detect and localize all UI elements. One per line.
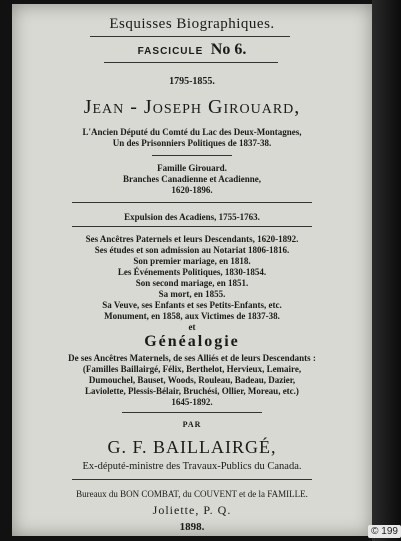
divider	[90, 36, 290, 37]
genealogie-line: 1645-1892.	[171, 397, 213, 407]
genealogie-block	[12, 353, 372, 408]
publication-year: 1898.	[179, 521, 205, 533]
family-line: 1620-1896.	[171, 185, 213, 195]
page-edge-shadow	[372, 0, 401, 541]
series-title: Esquisses Biographiques.	[109, 16, 275, 32]
publisher-line: Bureaux du BON COMBAT, du COUVENT et de la FAMILLE.	[76, 489, 308, 499]
contents-list	[12, 234, 372, 333]
genealogie-line: Laviolette, Plessis-Bélair, Bruchési, Ollier, Moreau, etc.)	[85, 386, 299, 396]
author-name: G. F. BAILLAIRGÉ,	[107, 437, 277, 457]
publisher-city: Joliette, P. Q.	[152, 503, 232, 517]
expulsion-line: Expulsion des Acadiens, 1755-1763.	[124, 212, 260, 222]
subject-description	[12, 127, 372, 149]
par-label: PAR	[182, 420, 202, 429]
contents-line: Ses études et son admission au Notariat 1806-1816.	[94, 245, 290, 255]
family-line: Branches Canadienne et Acadienne,	[122, 174, 261, 184]
copyright-badge: © 199	[368, 525, 401, 538]
divider	[122, 412, 262, 413]
author-role: Ex-député-ministre des Travaux-Publics du Canada.	[82, 461, 302, 472]
subject-dates: 1795-1855.	[169, 76, 215, 87]
divider	[72, 202, 312, 203]
genealogie-line: (Familles Baillairgé, Félix, Berthelot, Hervieux, Lemaire,	[82, 364, 302, 374]
contents-line: Les Événements Politiques, 1830-1854.	[117, 267, 267, 277]
description-line: L'Ancien Député du Comté du Lac des Deux-Montagnes,	[82, 127, 302, 137]
contents-line: Sa mort, en 1855.	[158, 289, 226, 299]
fascicule-heading	[12, 41, 372, 59]
contents-line: Ses Ancêtres Paternels et leurs Descendants, 1620-1892.	[85, 234, 299, 244]
divider	[72, 226, 312, 227]
contents-line: et	[188, 322, 196, 332]
description-line: Un des Prisonniers Politiques de 1837-38.	[112, 138, 272, 148]
divider	[72, 479, 312, 480]
fascicule-number: No 6.	[210, 41, 247, 58]
contents-line: Monument, en 1858, aux Victimes de 1837-38.	[104, 311, 280, 321]
genealogie-line: Dumouchel, Bauset, Woods, Rouleau, Badeau, Dazier,	[88, 375, 296, 385]
fascicule-label: FASCICULE	[137, 46, 204, 57]
contents-line: Sa Veuve, ses Enfants et ses Petits-Enfants, etc.	[102, 300, 282, 310]
divider	[152, 155, 232, 156]
subject-name: Jean - Joseph Girouard,	[83, 96, 301, 118]
title-page	[12, 4, 372, 536]
contents-line: Son second mariage, en 1851.	[135, 278, 249, 288]
family-line: Famille Girouard.	[157, 163, 227, 173]
family-block	[12, 163, 372, 196]
divider	[104, 62, 278, 63]
genealogie-line: De ses Ancêtres Maternels, de ses Alliés et de leurs Descendants :	[68, 353, 316, 363]
contents-line: Son premier mariage, en 1818.	[133, 256, 251, 266]
genealogie-title: Généalogie	[144, 333, 240, 350]
